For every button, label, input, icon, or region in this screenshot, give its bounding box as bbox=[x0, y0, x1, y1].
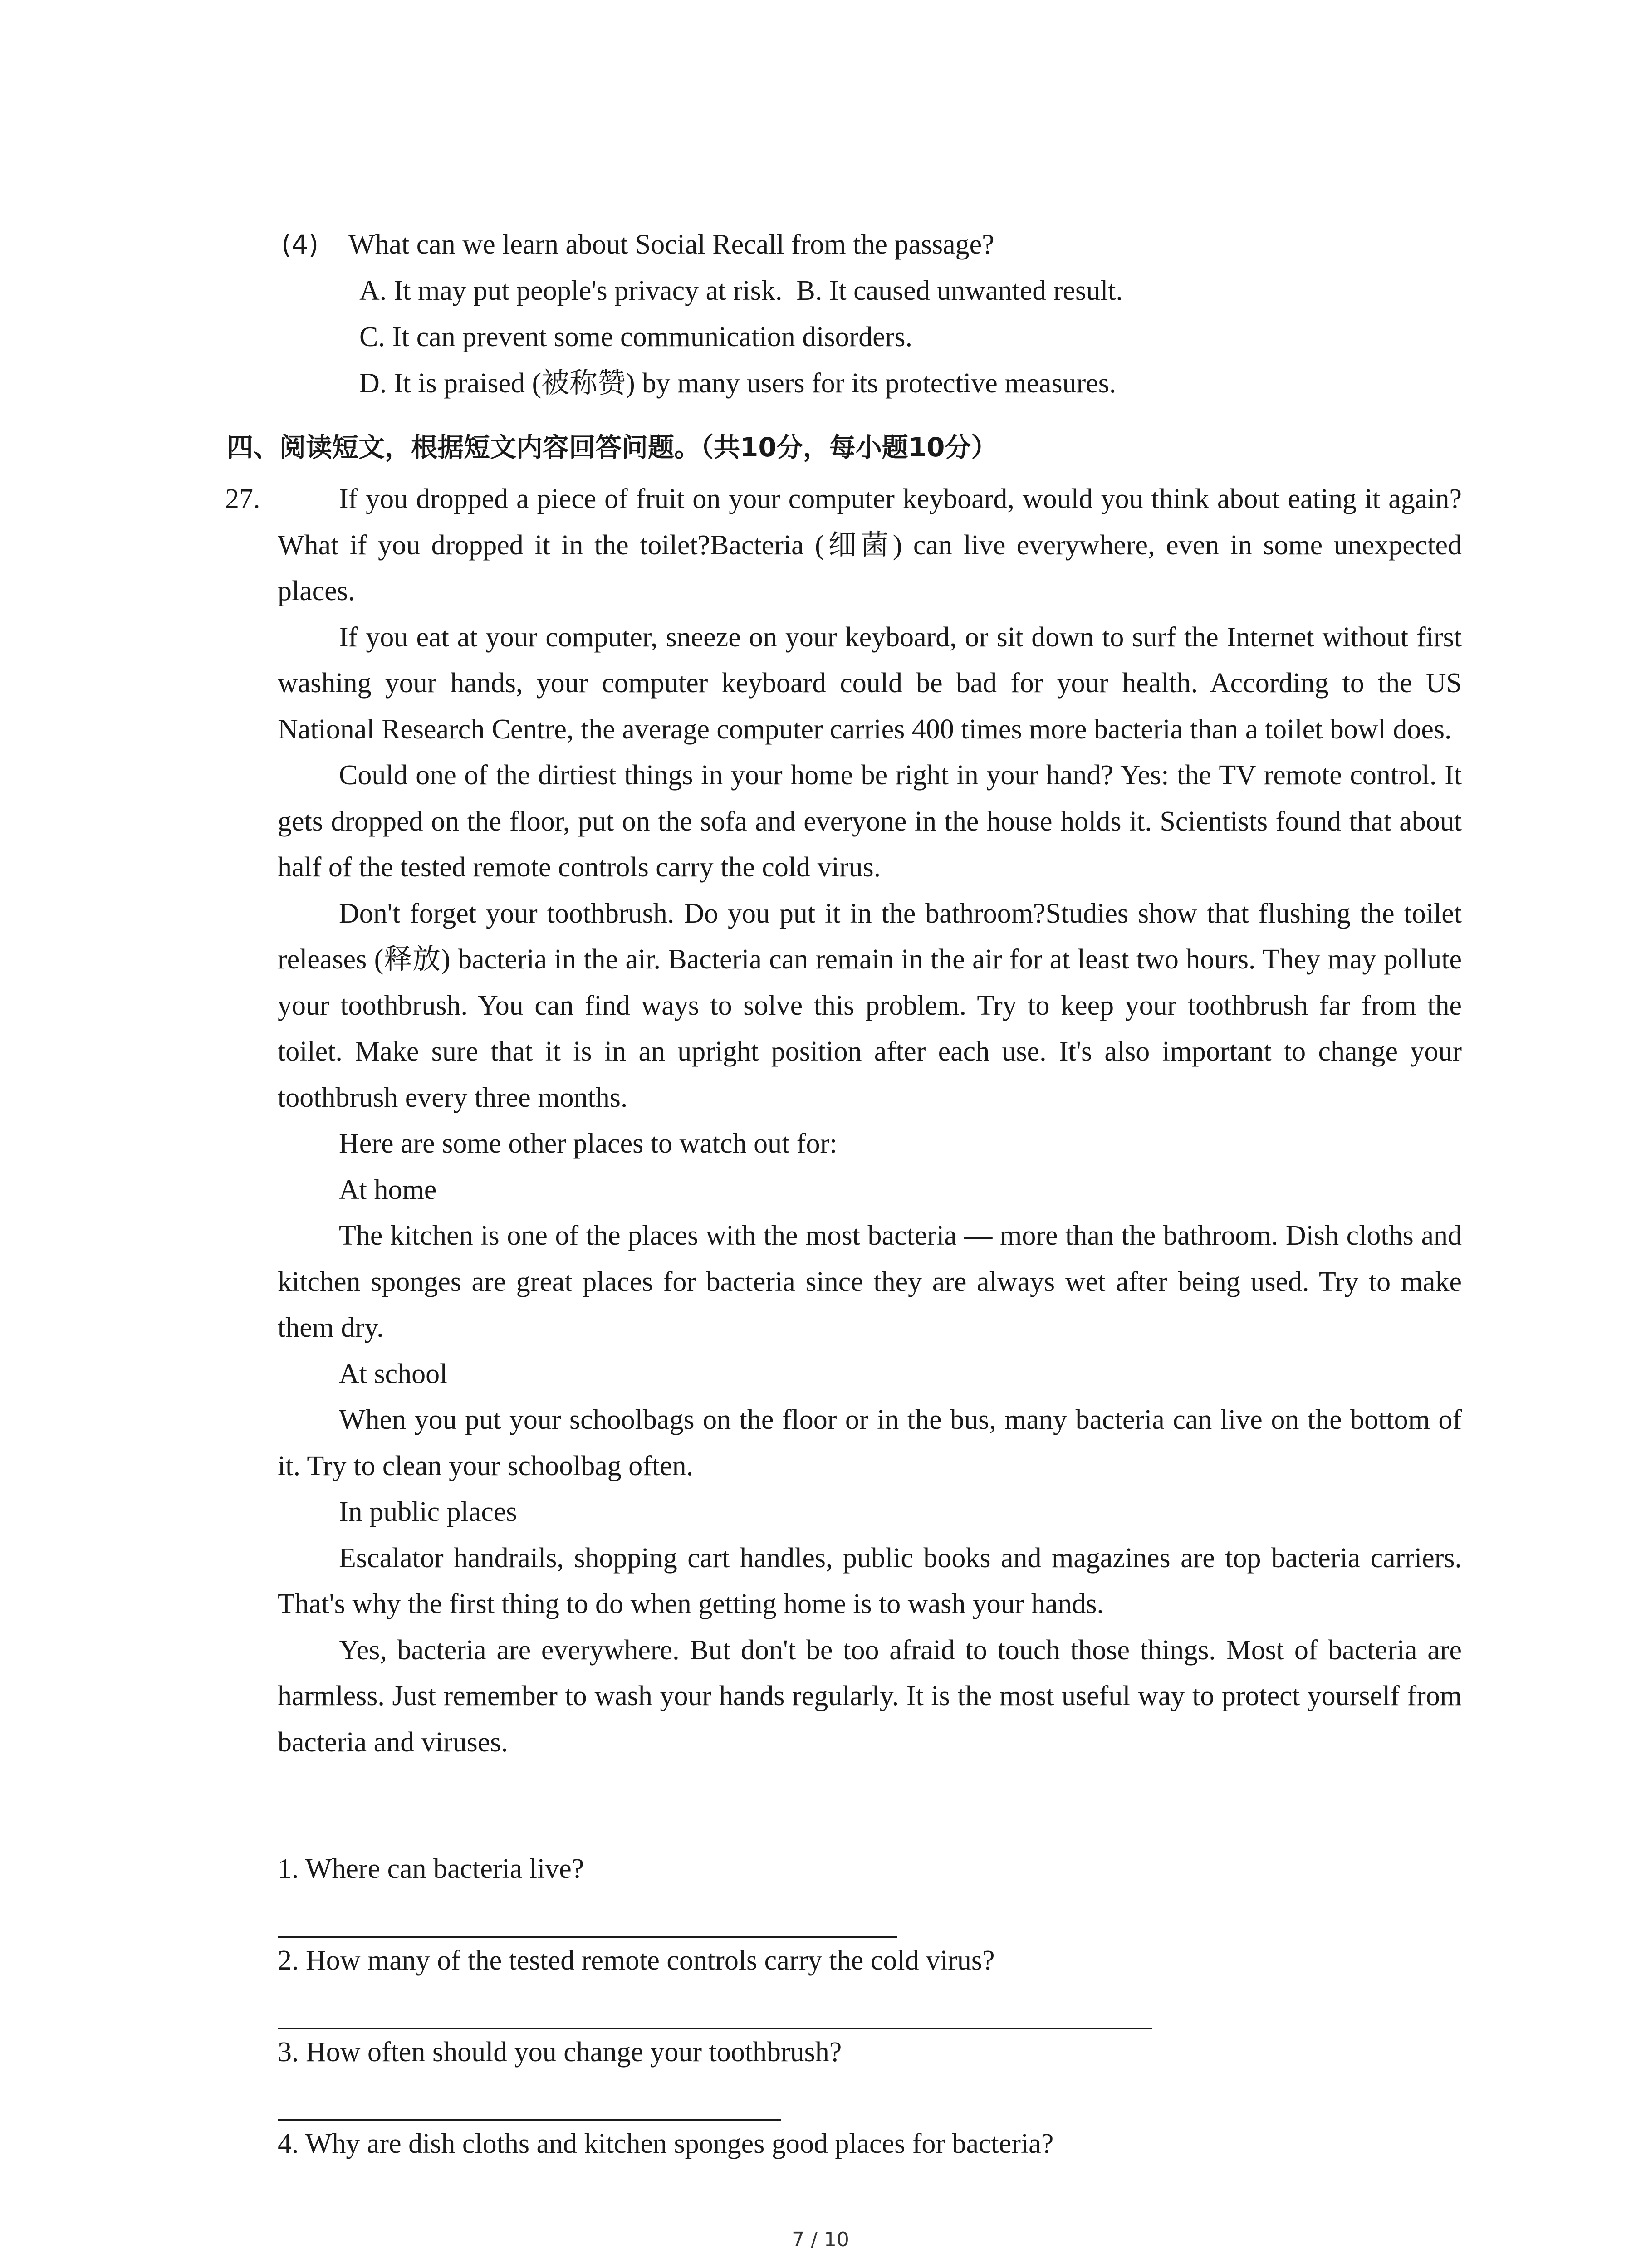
question-4 bbox=[281, 221, 1506, 406]
page-number: 7 / 10 bbox=[792, 2228, 849, 2251]
question-4-number: (4) bbox=[281, 229, 319, 260]
passage-paragraph-5: Here are some other places to watch out for: bbox=[339, 1128, 838, 1159]
passage-paragraph-11: Escalator handrails, shopping cart handles, public books and magazines are top bacteria carriers. That's why the first thing to do when getting home is to wash your hands. bbox=[278, 1542, 1462, 1619]
section-heading: 四、阅读短文，根据短文内容回答问题。（共10分，每小题10分） bbox=[227, 432, 998, 463]
option-c: C. It can prevent some communication disorders. bbox=[359, 322, 913, 352]
passage-paragraph-12: Yes, bacteria are everywhere. But don't be too afraid to touch those things. Most of bacteria are harmless. Just remember to wash your hands regularly. It is the most useful way to protect yourself from bacteria and viruses. bbox=[278, 1634, 1462, 1758]
option-d: D. It is praised (被称赞) by many users for its protective measures. bbox=[359, 368, 1117, 399]
passage-number: 27. bbox=[225, 484, 260, 514]
passage-paragraph-7: The kitchen is one of the places with the most bacteria — more than the bathroom. Dish cloths and kitchen sponges are great places for bacteria since they are always wet after being used. Try to make them dry. bbox=[278, 1220, 1462, 1343]
comprehension-question-4: 4. Why are dish cloths and kitchen sponges good places for bacteria? bbox=[278, 2128, 1054, 2159]
passage-paragraph-3: Could one of the dirtiest things in your home be right in your hand? Yes: the TV remote control. It gets dropped on the floor, put on the sofa and everyone in the house holds it. Scientists found that about half of the tested remote controls carry the cold virus. bbox=[278, 760, 1462, 883]
comprehension-question-1: 1. Where can bacteria live? bbox=[278, 1853, 584, 1884]
comprehension-question-2: 2. How many of the tested remote controls carry the cold virus? bbox=[278, 1945, 995, 1976]
subheading-public-places: In public places bbox=[339, 1496, 517, 1527]
option-b: B. It caused unwanted result. bbox=[796, 275, 1123, 306]
passage-paragraph-4: Don't forget your toothbrush. Do you put it in the bathroom?Studies show that flushing the toilet releases (释放) bacteria in the air. Bacteria can remain in the air for at least two hours. They may pollute your toothbrush. You can find ways to solve this problem. Try to keep your toothbrush far from the toilet. Make sure that it is in an upright position after each use. It's also important to change your toothbrush every three months. bbox=[278, 898, 1462, 1113]
reading-passage bbox=[278, 476, 1462, 1765]
question-4-stem: What can we learn about Social Recall from the passage? bbox=[348, 229, 994, 260]
subheading-at-school: At school bbox=[339, 1358, 448, 1389]
passage-paragraph-2: If you eat at your computer, sneeze on your keyboard, or sit down to surf the Internet without first washing your hands, your computer keyboard could be bad for your health. According to the US National Research Centre, the average computer carries 400 times more bacteria than a toilet bowl does. bbox=[278, 621, 1462, 745]
passage-paragraph-1: If you dropped a piece of fruit on your computer keyboard, would you think about eating it again? What if you dropped it in the toilet?Bacteria (细菌) can live everywhere, even in some unexpected places. bbox=[278, 484, 1462, 606]
question-4-options-ab bbox=[281, 268, 1506, 314]
option-a: A. It may put people's privacy at risk. bbox=[359, 275, 783, 306]
passage-paragraph-9: When you put your schoolbags on the floor or in the bus, many bacteria can live on the bottom of it. Try to clean your schoolbag often. bbox=[278, 1404, 1462, 1481]
subheading-at-home: At home bbox=[339, 1174, 437, 1205]
comprehension-question-3: 3. How often should you change your toothbrush? bbox=[278, 2037, 842, 2068]
question-4-stem-line bbox=[281, 221, 1506, 268]
